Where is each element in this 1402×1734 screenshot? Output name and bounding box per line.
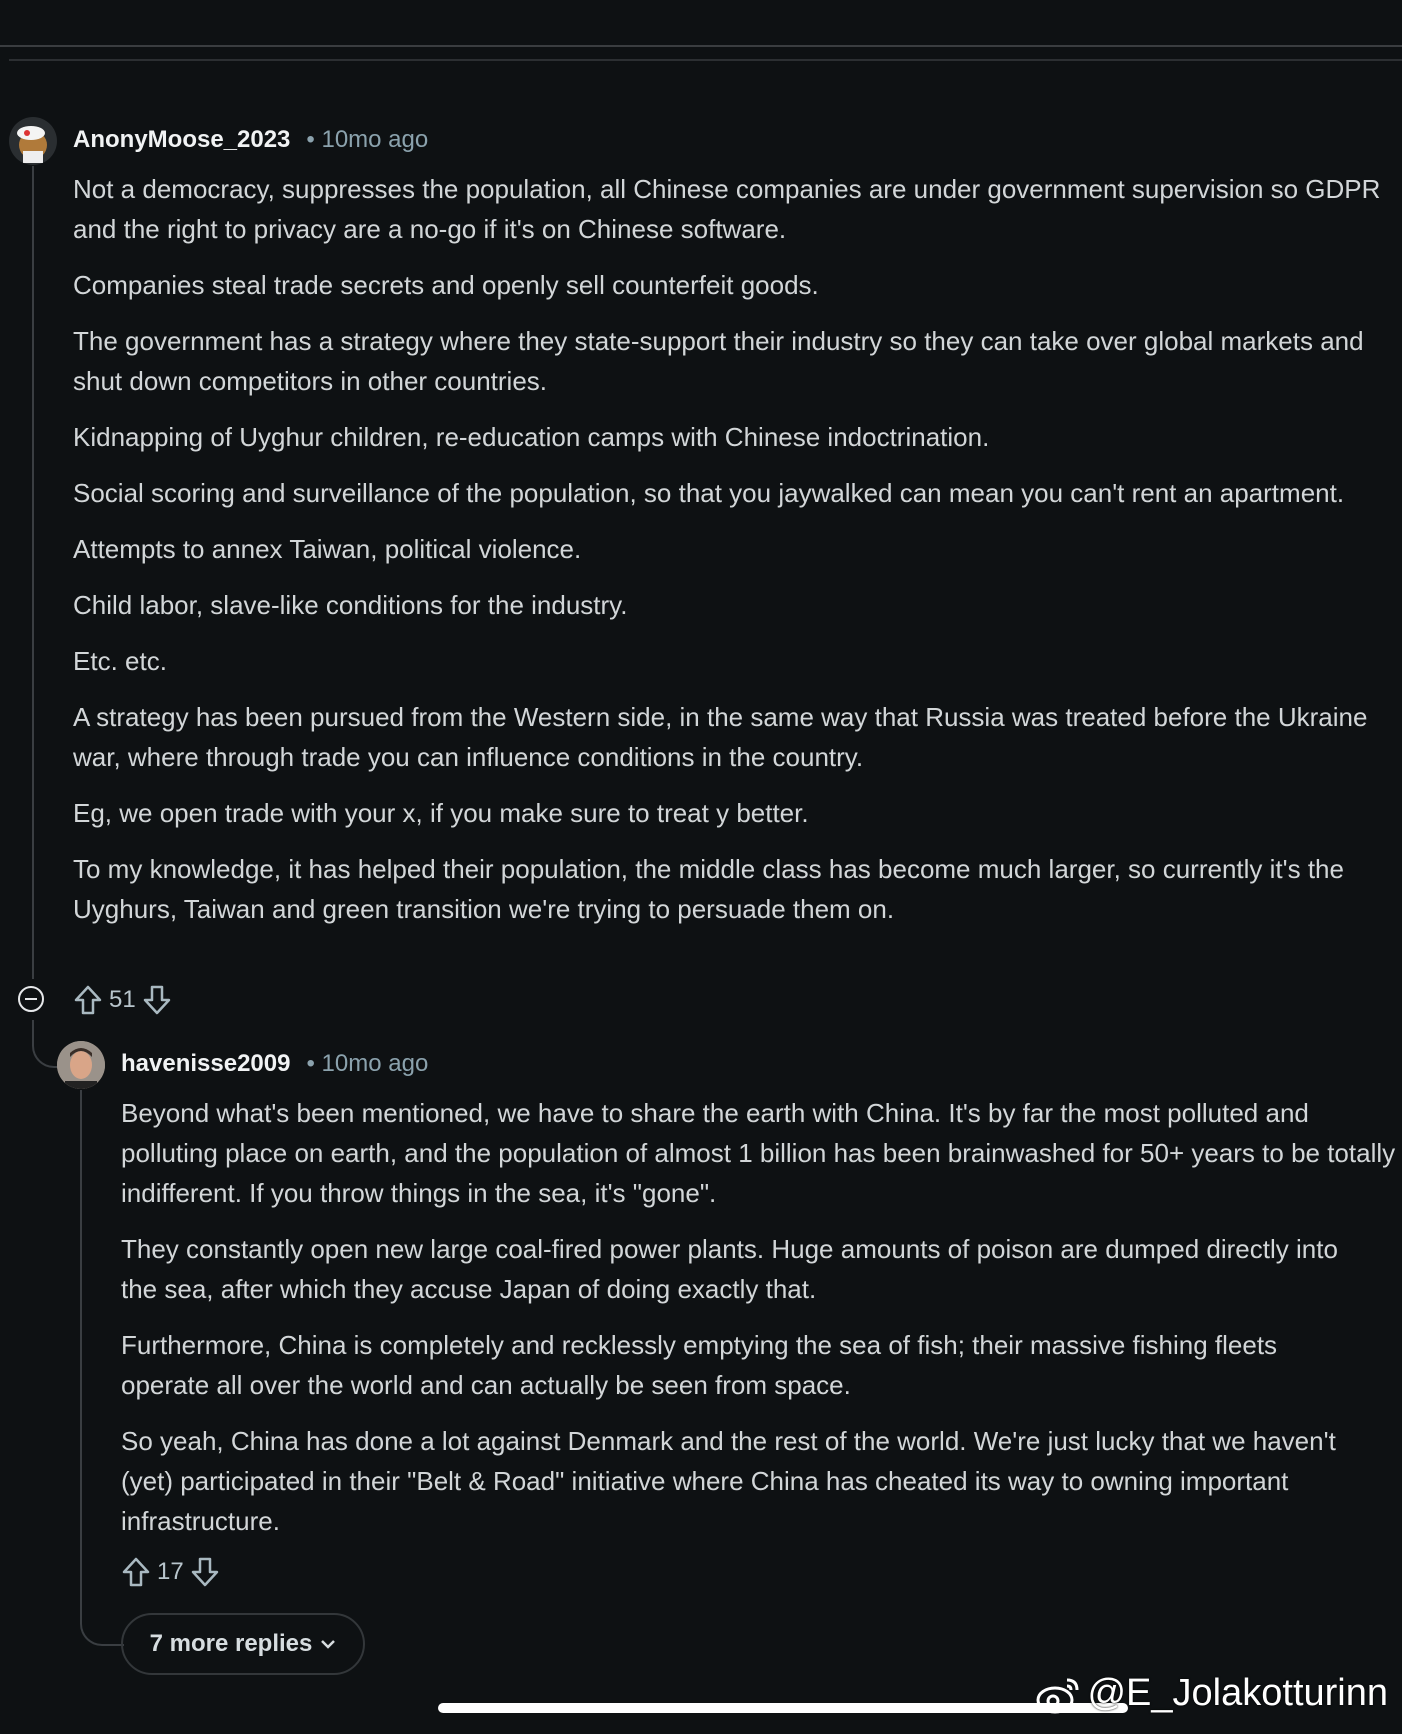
vote-count: 51: [109, 986, 136, 1013]
avatar[interactable]: [9, 117, 57, 165]
thread-line[interactable]: [32, 166, 34, 979]
comment-body: [121, 1093, 1402, 1557]
paragraph: Furthermore, China is completely and recklessly emptying the sea of fish; their massive fishing fleets operate all over the world and can actually be seen from space.: [121, 1330, 1278, 1400]
upvote-icon[interactable]: [121, 1556, 151, 1588]
vote-count: 17: [157, 1558, 184, 1585]
upvote-icon[interactable]: [73, 984, 103, 1016]
paragraph: A strategy has been pursued from the Western side, in the same way that Russia was treated before the Ukraine war, where through trade you can influence conditions in the country.: [73, 702, 1368, 772]
divider: [0, 45, 1402, 47]
downvote-icon[interactable]: [142, 984, 172, 1016]
downvote-icon[interactable]: [190, 1556, 220, 1588]
comment-body: [73, 169, 1402, 945]
paragraph: Beyond what's been mentioned, we have to share the earth with China. It's by far the most polluted and polluting place on earth, and the population of almost 1 billion has been brainwashed for 50+ years to be totally indifferent. If you throw things in the sea, it's "gone".: [121, 1098, 1396, 1208]
paragraph: Kidnapping of Uyghur children, re-education camps with Chinese indoctrination.: [73, 422, 990, 452]
comment-header: [73, 126, 428, 154]
home-indicator[interactable]: [438, 1703, 1128, 1713]
paragraph: Not a democracy, suppresses the population, all Chinese companies are under government supervision so GDPR and the right to privacy are a no-go if it's on Chinese software.: [73, 174, 1381, 244]
watermark: [1035, 1672, 1388, 1715]
vote-bar: [121, 1556, 220, 1588]
paragraph: They constantly open new large coal-fired power plants. Huge amounts of poison are dumped directly into the sea, after which they accuse Japan of doing exactly that.: [121, 1234, 1338, 1304]
paragraph: Attempts to annex Taiwan, political violence.: [73, 534, 582, 564]
divider: [9, 59, 1402, 61]
paragraph: To my knowledge, it has helped their population, the middle class has become much larger, so currently it's the Uyghurs, Taiwan and green transition we're trying to persuade them on.: [73, 854, 1344, 924]
watermark-text: @E_Jolakotturinn: [1087, 1672, 1388, 1714]
avatar[interactable]: [57, 1041, 105, 1089]
collapse-icon[interactable]: [18, 986, 44, 1012]
paragraph: Etc. etc.: [73, 646, 167, 676]
chevron-down-icon: [320, 1638, 336, 1650]
comment-header: [121, 1050, 428, 1078]
paragraph: Social scoring and surveillance of the population, so that you jaywalked can mean you can't rent an apartment.: [73, 478, 1345, 508]
username[interactable]: havenisse2009: [121, 1050, 291, 1077]
paragraph: Child labor, slave-like conditions for the industry.: [73, 590, 628, 620]
paragraph: So yeah, China has done a lot against Denmark and the rest of the world. We're just lucky that we haven't (yet) participated in their "Belt & Road" initiative where China has cheated its way to owning important infrastructure.: [121, 1426, 1336, 1536]
paragraph: The government has a strategy where they state-support their industry so they can take over global markets and shut down competitors in other countries.: [73, 326, 1364, 396]
username[interactable]: AnonyMoose_2023: [73, 126, 291, 153]
paragraph: Companies steal trade secrets and openly sell counterfeit goods.: [73, 270, 819, 300]
paragraph: Eg, we open trade with your x, if you make sure to treat y better.: [73, 798, 809, 828]
thread-line[interactable]: [80, 1590, 124, 1646]
more-replies-label: 7 more replies: [149, 1630, 313, 1657]
more-replies-button[interactable]: [121, 1613, 365, 1675]
thread-line[interactable]: [80, 1090, 82, 1600]
weibo-icon: [1035, 1674, 1083, 1714]
thread-line[interactable]: [32, 1020, 60, 1068]
vote-bar: [73, 984, 172, 1016]
timestamp: • 10mo ago: [306, 1050, 429, 1077]
timestamp: • 10mo ago: [306, 126, 429, 153]
